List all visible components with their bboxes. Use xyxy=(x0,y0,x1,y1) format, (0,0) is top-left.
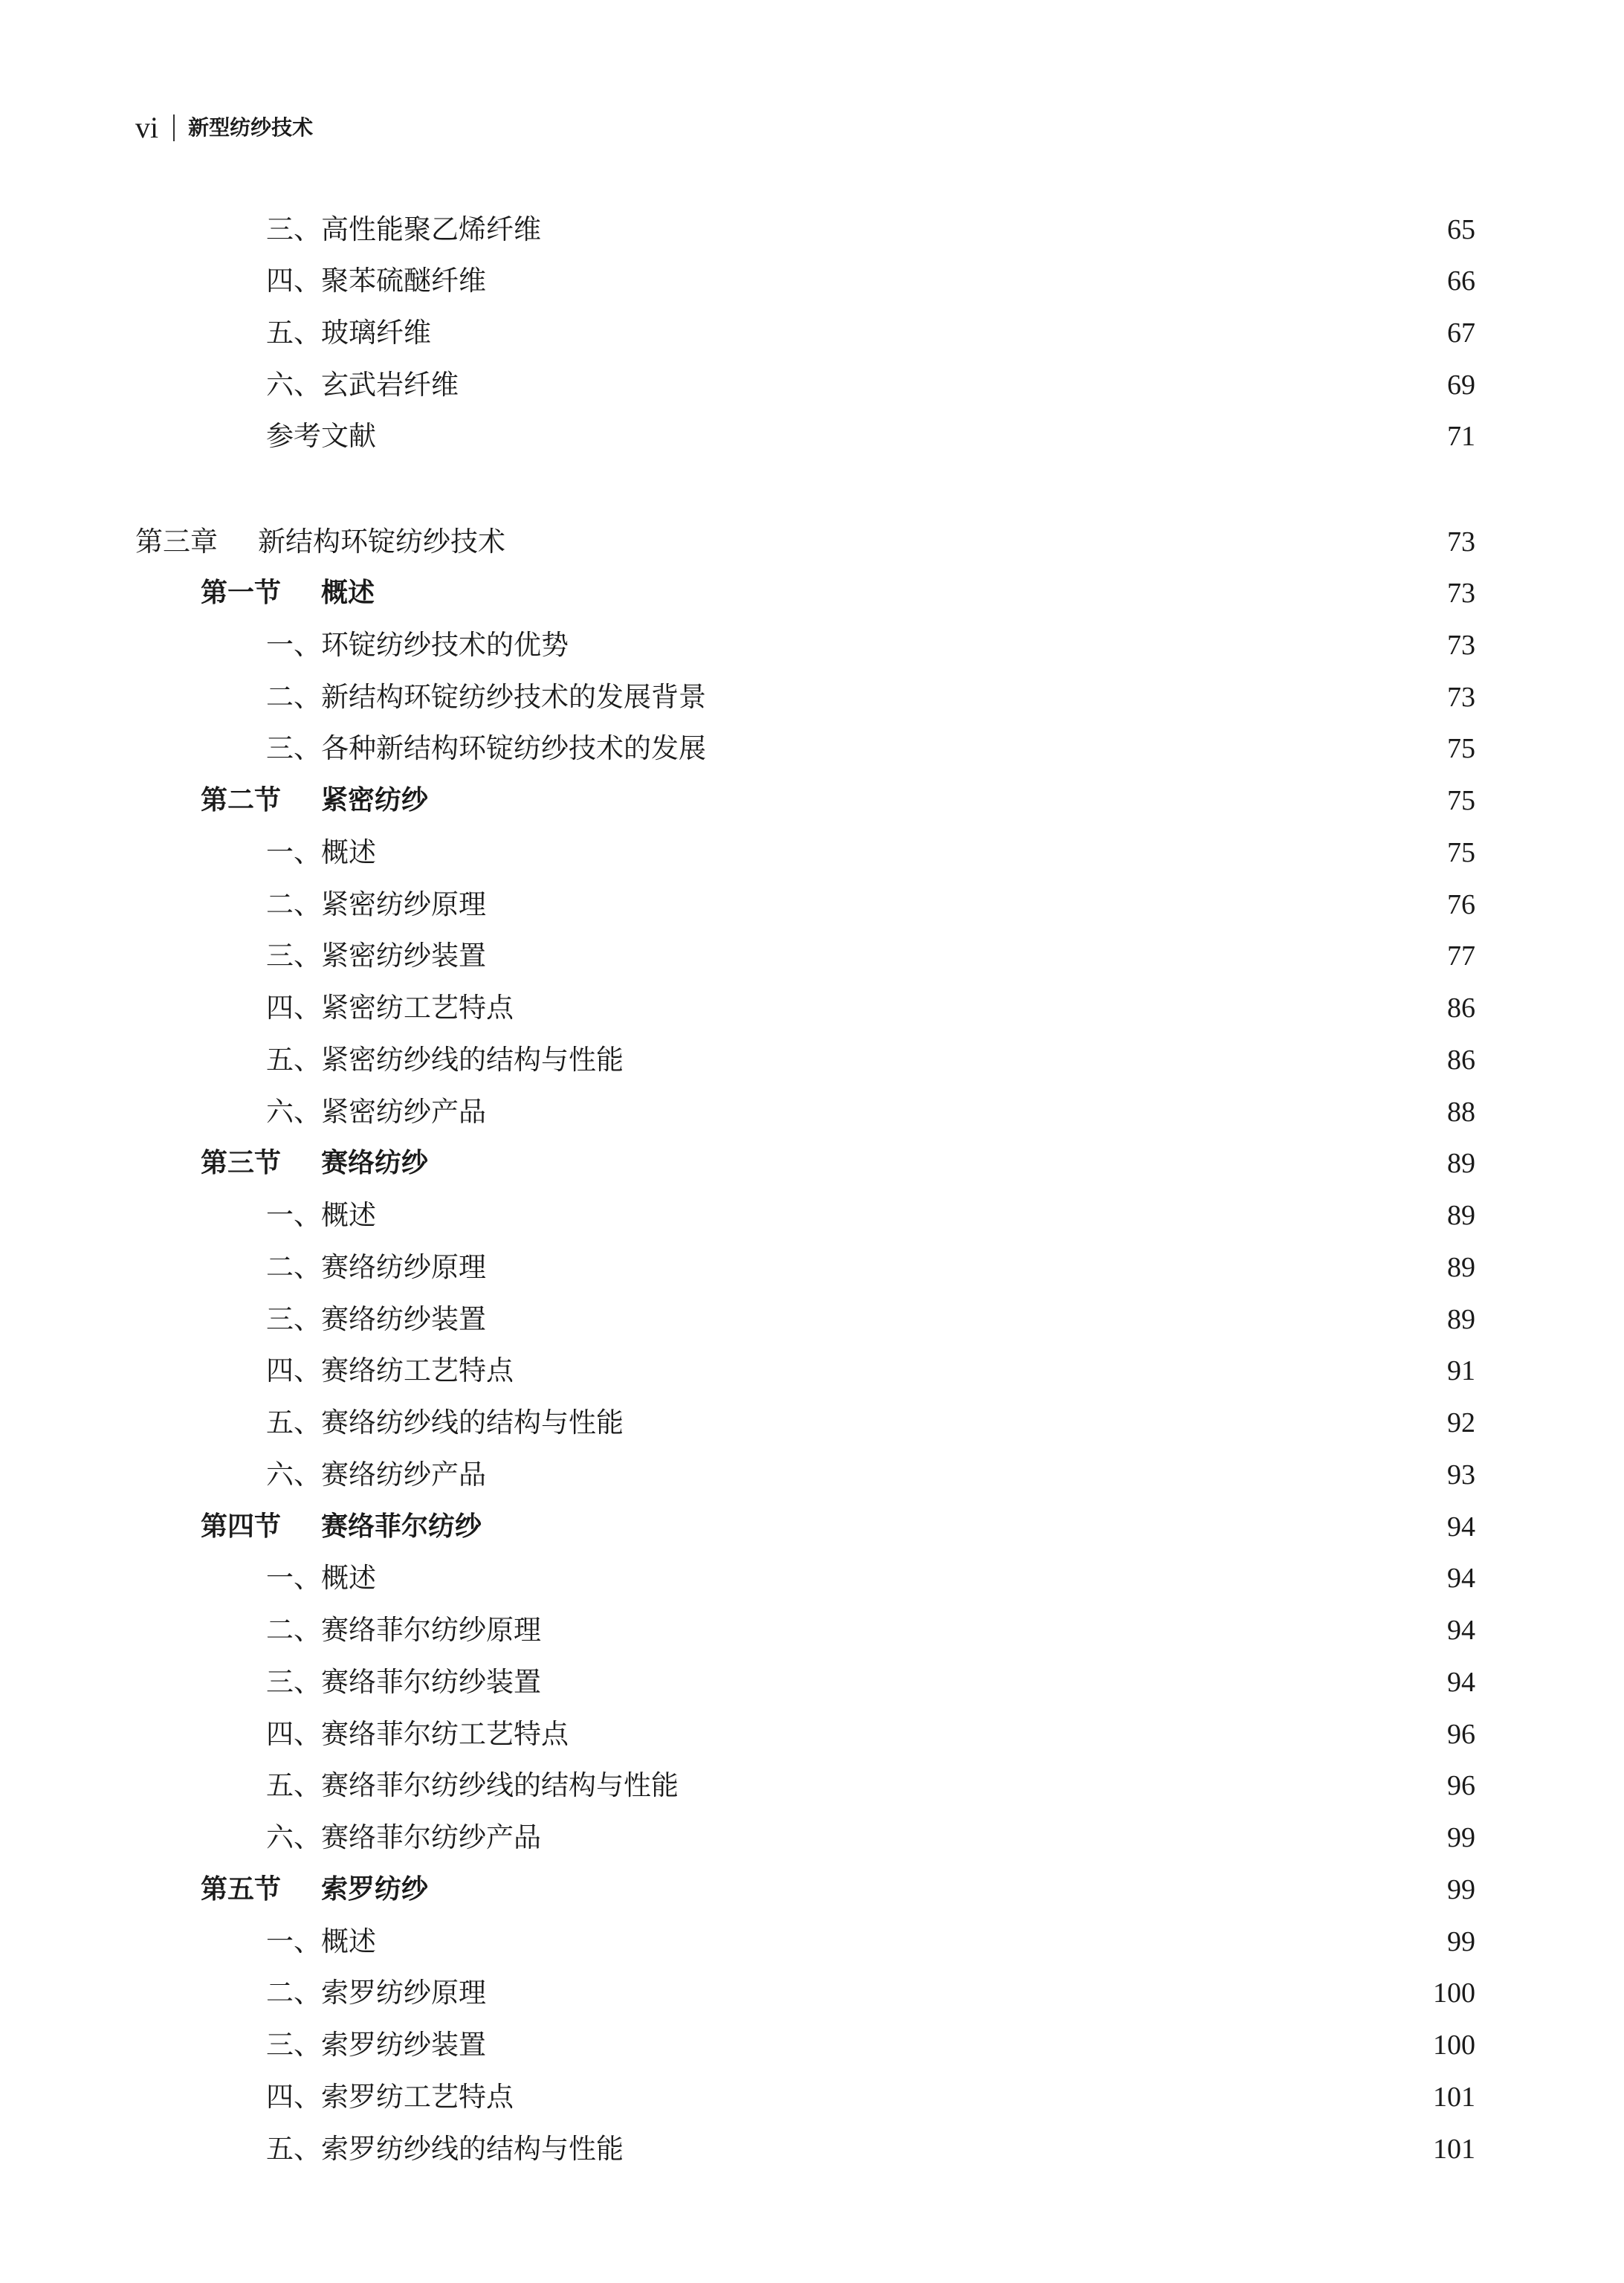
toc-section-1[interactable] xyxy=(201,572,1475,614)
toc-entry[interactable] xyxy=(266,1454,1475,1496)
toc-entry-title: 五、玻璃纤维 xyxy=(266,317,431,349)
toc-entry-page: 94 xyxy=(1447,1615,1475,1646)
toc-entry-page: 86 xyxy=(1447,992,1475,1024)
dot-leader xyxy=(508,521,1438,563)
dot-leader xyxy=(716,676,1438,718)
toc-entry-title: 五、索罗纺纱线的结构与性能 xyxy=(266,2133,624,2165)
toc-entry[interactable] xyxy=(266,1402,1475,1444)
section-number: 第一节 xyxy=(201,578,282,608)
dot-leader xyxy=(386,1195,1438,1236)
toc-entry-title: 六、玄武岩纤维 xyxy=(266,369,459,401)
book-title: 新型纺纱技术 xyxy=(188,115,314,140)
toc-entry-page: 75 xyxy=(1447,733,1475,764)
toc-entry-title: 四、赛络菲尔纺工艺特点 xyxy=(266,1718,569,1750)
toc-entry[interactable] xyxy=(266,1091,1475,1133)
toc-section-5[interactable] xyxy=(201,1869,1475,1911)
section-title: 赛络菲尔纺纱 xyxy=(321,1511,482,1542)
dot-leader xyxy=(496,884,1438,926)
dot-leader xyxy=(524,1350,1438,1392)
toc-entry-title: 参考文献 xyxy=(266,420,376,452)
toc-entry-title: 六、赛络纺纱产品 xyxy=(266,1459,486,1491)
toc-entry[interactable] xyxy=(266,1609,1475,1651)
toc-entry-title: 一、概述 xyxy=(266,1562,376,1594)
toc-entry-title: 五、紧密纺纱线的结构与性能 xyxy=(266,1044,624,1076)
toc-entry-page: 69 xyxy=(1447,369,1475,401)
dot-leader xyxy=(496,1299,1438,1340)
toc-entry-title: 五、赛络纺纱线的结构与性能 xyxy=(266,1407,624,1438)
dot-leader xyxy=(634,1039,1438,1081)
dot-leader xyxy=(431,780,1438,821)
toc-entry[interactable] xyxy=(266,1195,1475,1236)
dot-leader xyxy=(386,832,1438,874)
toc-entry-page: 75 xyxy=(1447,785,1475,816)
toc-entry-page: 100 xyxy=(1433,2029,1475,2061)
dot-leader xyxy=(379,416,1438,457)
toc-entry[interactable] xyxy=(266,260,1475,302)
toc-entry[interactable] xyxy=(266,1039,1475,1081)
dot-leader xyxy=(489,2024,1424,2066)
toc-entry-title: 六、赛络菲尔纺纱产品 xyxy=(266,1821,541,1853)
toc-entry-title: 三、高性能聚乙烯纤维 xyxy=(266,213,541,245)
toc-entry[interactable] xyxy=(266,1299,1475,1340)
toc-entry-title: 三、各种新结构环锭纺纱技术的发展 xyxy=(266,732,706,764)
toc-entry-page: 77 xyxy=(1447,940,1475,972)
toc-entry-page: 88 xyxy=(1447,1097,1475,1128)
section-number: 第二节 xyxy=(201,785,282,816)
toc-entry-title: 三、赛络纺纱装置 xyxy=(266,1303,486,1335)
toc-entry-page: 89 xyxy=(1447,1148,1475,1179)
toc-entry[interactable] xyxy=(266,1972,1475,2014)
toc-entry-title: 五、赛络菲尔纺纱线的结构与性能 xyxy=(266,1769,679,1801)
section-number: 第五节 xyxy=(201,1874,282,1905)
dot-leader xyxy=(551,1662,1438,1703)
toc-section-3[interactable] xyxy=(201,1143,1475,1184)
section-title: 概述 xyxy=(321,578,375,608)
toc-entry-title: 六、紧密纺纱产品 xyxy=(266,1096,486,1128)
toc-entry-page: 91 xyxy=(1447,1355,1475,1386)
toc-entry-page: 65 xyxy=(1447,214,1475,245)
toc-entry[interactable] xyxy=(266,884,1475,926)
toc-entry-page: 101 xyxy=(1433,2134,1475,2165)
toc-entry-page: 99 xyxy=(1447,1874,1475,1905)
dot-leader xyxy=(551,1817,1438,1859)
toc-entry-page: 94 xyxy=(1447,1511,1475,1543)
dot-leader xyxy=(634,1402,1438,1444)
toc-entry-page: 92 xyxy=(1447,1407,1475,1438)
toc-entry-title: 二、紧密纺纱原理 xyxy=(266,888,486,920)
toc-entry[interactable] xyxy=(266,209,1475,251)
section-number: 第四节 xyxy=(201,1511,282,1542)
dot-leader xyxy=(496,1454,1438,1496)
dot-leader xyxy=(441,312,1438,354)
toc-entry-page: 73 xyxy=(1447,682,1475,713)
toc-entry[interactable] xyxy=(266,1714,1475,1755)
toc-entry-page: 71 xyxy=(1447,421,1475,452)
toc-entry-page: 66 xyxy=(1447,265,1475,297)
dot-leader xyxy=(431,1869,1438,1911)
dot-leader xyxy=(496,260,1438,302)
toc-entry-title: 一、概述 xyxy=(266,1199,376,1231)
toc-entry-page: 93 xyxy=(1447,1459,1475,1491)
toc-entry-title: 二、索罗纺纱原理 xyxy=(266,1977,486,2009)
toc-entry[interactable] xyxy=(266,728,1475,769)
dot-leader xyxy=(716,728,1438,769)
toc-entry-page: 73 xyxy=(1447,526,1475,558)
toc-entry[interactable] xyxy=(266,2024,1475,2066)
toc-entry-page: 75 xyxy=(1447,837,1475,868)
toc-entry-page: 101 xyxy=(1433,2082,1475,2113)
toc-entry-page: 73 xyxy=(1447,630,1475,661)
toc-entry-title: 四、赛络纺工艺特点 xyxy=(266,1354,514,1386)
dot-leader xyxy=(496,935,1438,977)
toc-entry[interactable] xyxy=(266,1817,1475,1859)
toc-entry[interactable] xyxy=(266,832,1475,874)
toc-entry[interactable] xyxy=(266,987,1475,1029)
dot-leader xyxy=(551,209,1438,251)
toc-entry-page: 99 xyxy=(1447,1926,1475,1957)
toc-entry[interactable] xyxy=(266,1765,1475,1806)
toc-entry-page: 67 xyxy=(1447,317,1475,349)
toc-entry-title: 一、概述 xyxy=(266,1925,376,1957)
toc-entry-title: 三、索罗纺纱装置 xyxy=(266,2029,486,2061)
toc-entry-title: 二、赛络纺纱原理 xyxy=(266,1251,486,1283)
dot-leader xyxy=(431,1143,1438,1184)
dot-leader xyxy=(469,364,1438,406)
toc-entry-page: 73 xyxy=(1447,578,1475,609)
toc-entry-page: 94 xyxy=(1447,1667,1475,1698)
dot-leader xyxy=(386,1921,1438,1963)
dot-leader xyxy=(524,987,1438,1029)
toc-entry[interactable] xyxy=(266,2128,1475,2170)
toc-entry-title: 四、紧密纺工艺特点 xyxy=(266,992,514,1024)
toc-entry[interactable] xyxy=(266,1350,1475,1392)
dot-leader xyxy=(689,1765,1438,1806)
toc-entry-page: 94 xyxy=(1447,1563,1475,1594)
toc-entry-page: 89 xyxy=(1447,1200,1475,1231)
toc-entry-title: 三、紧密纺纱装置 xyxy=(266,940,486,972)
toc-entry[interactable] xyxy=(266,2076,1475,2118)
dot-leader xyxy=(378,572,1438,614)
toc-entry[interactable] xyxy=(266,676,1475,718)
toc-entry-page: 86 xyxy=(1447,1044,1475,1076)
section-title: 索罗纺纱 xyxy=(321,1874,429,1905)
toc-entry-title: 二、赛络菲尔纺纱原理 xyxy=(266,1614,541,1646)
dot-leader xyxy=(489,1972,1424,2014)
toc-entry-title: 四、索罗纺工艺特点 xyxy=(266,2081,514,2113)
section-title: 紧密纺纱 xyxy=(321,785,429,816)
toc-section-4[interactable] xyxy=(201,1506,1475,1548)
dot-leader xyxy=(579,1714,1438,1755)
toc-chapter-3[interactable] xyxy=(135,521,1475,563)
page-number: vi xyxy=(135,111,159,144)
dot-leader xyxy=(579,624,1438,666)
toc-entry-title: 一、环锭纺纱技术的优势 xyxy=(266,629,569,661)
dot-leader xyxy=(551,1609,1438,1651)
toc-entry[interactable] xyxy=(266,1247,1475,1288)
dot-leader xyxy=(517,2076,1424,2118)
toc-entry-references[interactable] xyxy=(266,416,1475,457)
toc-entry-page: 96 xyxy=(1447,1719,1475,1750)
dot-leader xyxy=(386,1557,1438,1599)
toc-entry-page: 96 xyxy=(1447,1770,1475,1801)
toc-entry-page: 89 xyxy=(1447,1304,1475,1335)
chapter-title: 新结构环锭纺纱技术 xyxy=(258,526,505,558)
toc-entry-page: 100 xyxy=(1433,1977,1475,2009)
dot-leader xyxy=(496,1247,1438,1288)
chapter-number: 第三章 xyxy=(135,526,218,558)
dot-leader xyxy=(485,1506,1438,1548)
section-number: 第三节 xyxy=(201,1148,282,1178)
toc-section-2[interactable] xyxy=(201,780,1475,821)
toc-entry-title: 三、赛络菲尔纺纱装置 xyxy=(266,1666,541,1698)
dot-leader xyxy=(496,1091,1438,1133)
toc-entry-page: 76 xyxy=(1447,889,1475,920)
toc-entry-page: 89 xyxy=(1447,1252,1475,1283)
toc-entry-title: 一、概述 xyxy=(266,836,376,868)
toc-entry[interactable] xyxy=(266,1921,1475,1963)
toc-entry[interactable] xyxy=(266,1662,1475,1703)
toc-entry-title: 四、聚苯硫醚纤维 xyxy=(266,265,486,297)
toc-entry[interactable] xyxy=(266,935,1475,977)
toc-entry-page: 99 xyxy=(1447,1822,1475,1853)
toc-entry-title: 二、新结构环锭纺纱技术的发展背景 xyxy=(266,681,706,713)
toc-entry[interactable] xyxy=(266,1557,1475,1599)
toc-entry[interactable] xyxy=(266,364,1475,406)
toc-entry[interactable] xyxy=(266,624,1475,666)
toc-entry[interactable] xyxy=(266,312,1475,354)
dot-leader xyxy=(627,2128,1424,2170)
section-title: 赛络纺纱 xyxy=(321,1148,429,1178)
